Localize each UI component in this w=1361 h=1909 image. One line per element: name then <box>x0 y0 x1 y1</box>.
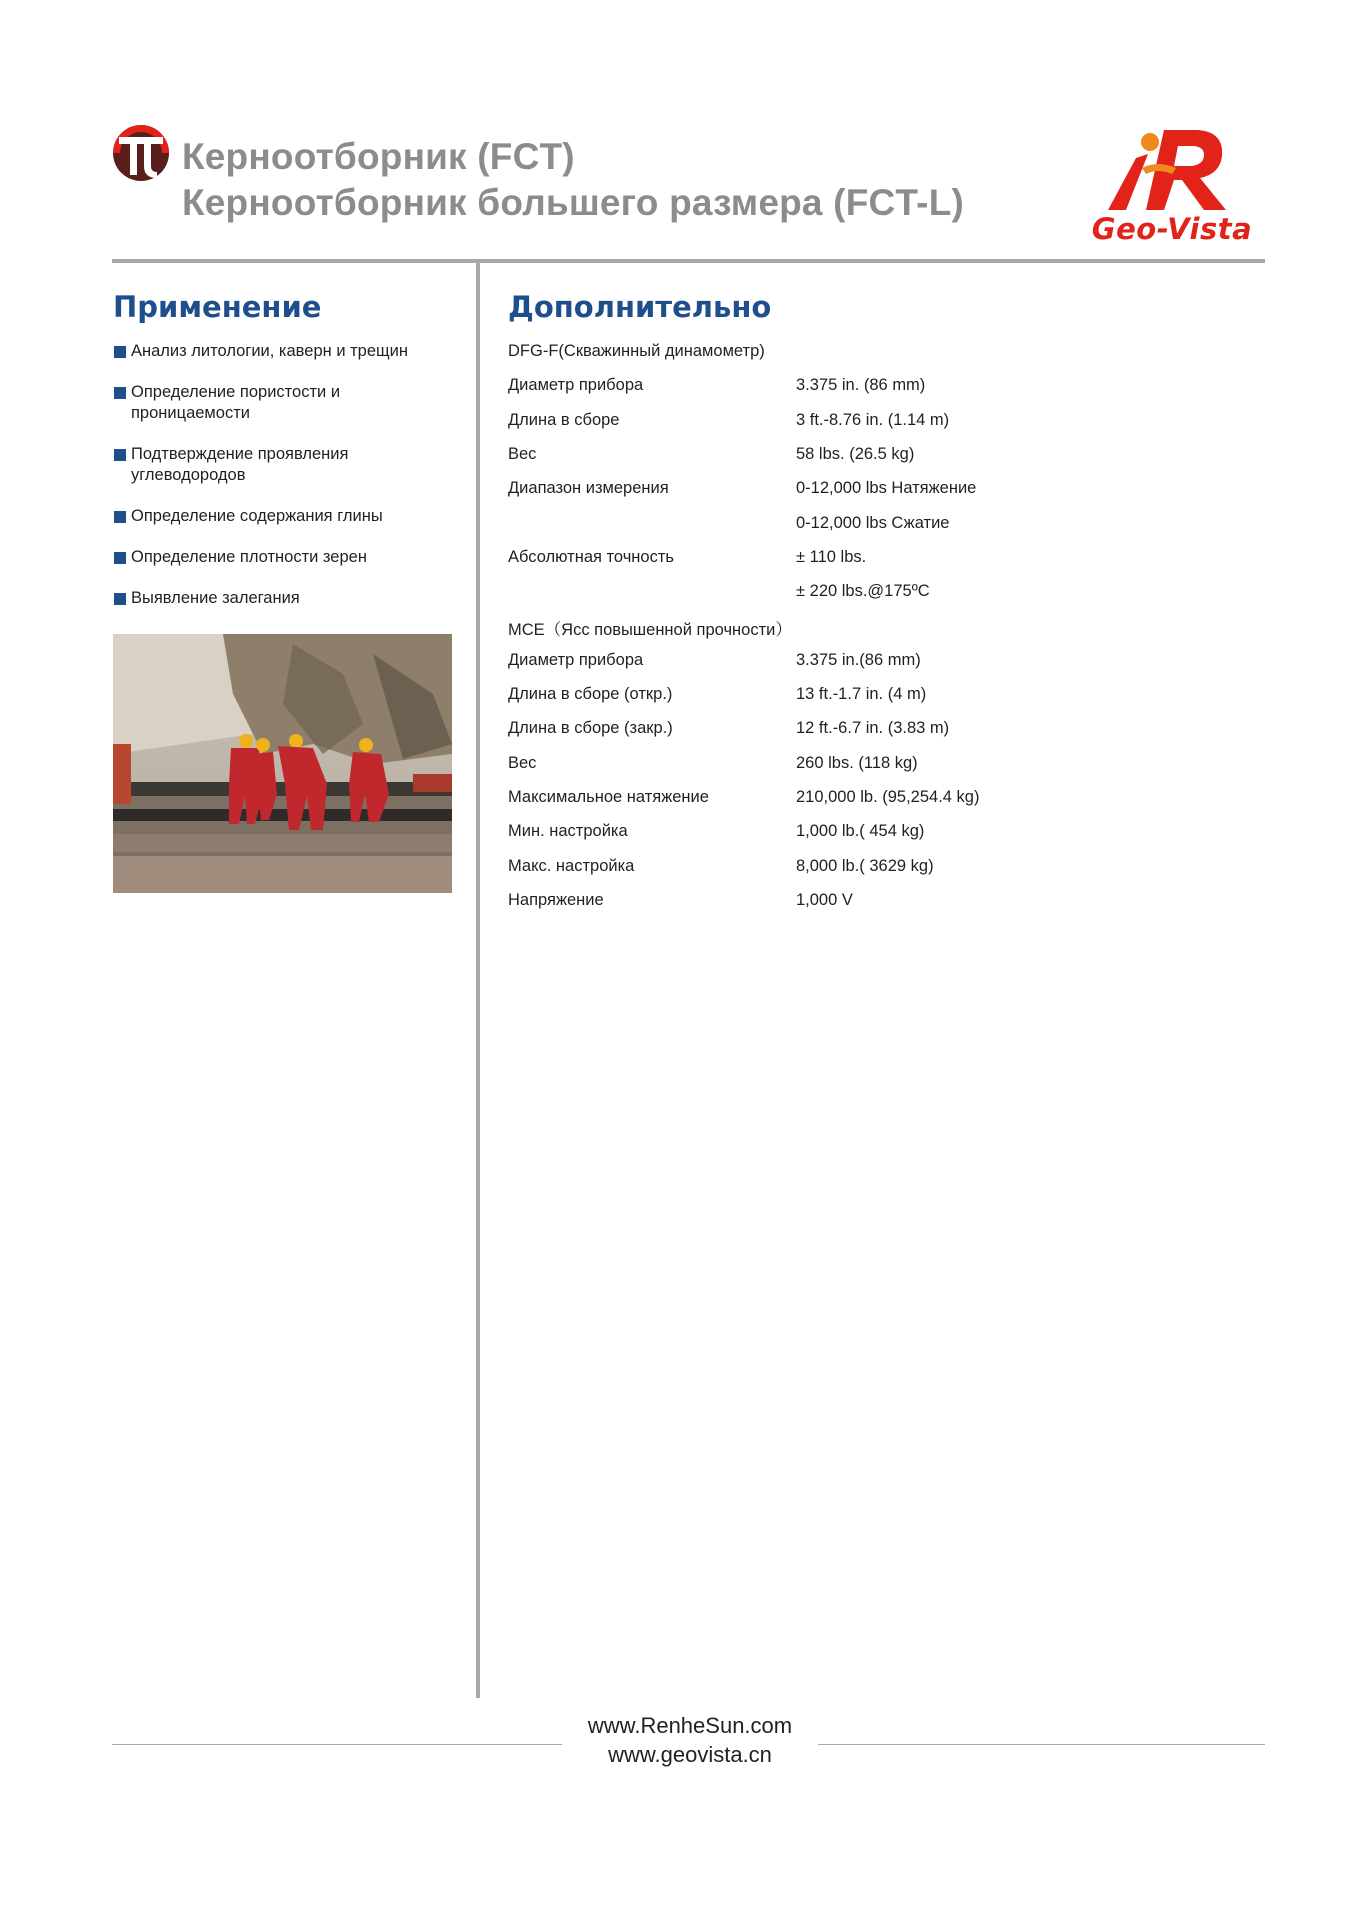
spec-value: ± 110 lbs. <box>796 548 867 566</box>
spec-value: 58 lbs. (26.5 kg) <box>796 445 915 463</box>
document-title-line-1: Керноотборник (FCT) <box>182 136 575 177</box>
spec-label: Абсолютная точность <box>508 548 674 566</box>
spec-label: Диаметр прибора <box>508 651 644 669</box>
spec-value: 260 lbs. (118 kg) <box>796 754 918 772</box>
footer-link-geovista[interactable]: www.geovista.cn <box>608 1742 772 1767</box>
spec-value: 3.375 in.(86 mm) <box>796 651 921 669</box>
spec-label: Диаметр прибора <box>508 376 644 394</box>
list-item-text: Определение содержания глины <box>131 507 383 525</box>
spec-label: Длина в сборе (закр.) <box>508 719 673 737</box>
spec-label: Напряжение <box>508 891 604 909</box>
spec-value: ± 220 lbs.@175ºC <box>796 582 930 600</box>
spec-label: Вес <box>508 445 537 463</box>
applications-list <box>113 341 458 629</box>
spec-value: 0-12,000 lbs Сжатие <box>796 514 950 532</box>
company-emblem-icon <box>112 124 170 182</box>
spec-label: DFG-F(Скважинный динамометр) <box>508 342 765 360</box>
spec-value: 1,000 V <box>796 891 853 909</box>
list-item-text: Анализ литологии, каверн и трещин <box>131 342 408 360</box>
header-divider <box>112 259 1265 263</box>
spec-value: 8,000 lb.( 3629 kg) <box>796 857 934 875</box>
list-item-text: Определение пористости и проницаемости <box>131 383 341 422</box>
spec-value: 3.375 in. (86 mm) <box>796 376 926 394</box>
brand-wordmark: Geo-Vista <box>1091 212 1253 246</box>
spec-value: 0-12,000 lbs Натяжение <box>796 479 977 497</box>
square-bullet-icon <box>114 449 126 461</box>
field-workers-photo <box>113 634 452 893</box>
spec-label: Длина в сборе (откр.) <box>508 685 673 703</box>
footer-divider-left <box>112 1744 562 1745</box>
document-title-line-2: Керноотборник большего размера (FCT-L) <box>182 182 965 223</box>
spec-label: MCE（Ясс повышенной прочности） <box>508 621 792 639</box>
spec-label: Диапазон измерения <box>508 479 669 497</box>
square-bullet-icon <box>114 593 126 605</box>
square-bullet-icon <box>114 346 126 358</box>
list-item <box>113 588 458 609</box>
list-item <box>113 506 458 527</box>
spec-label: Макс. настройка <box>508 857 635 875</box>
spec-value: 3 ft.-8.76 in. (1.14 m) <box>796 411 950 429</box>
square-bullet-icon <box>114 511 126 523</box>
applications-heading: Применение <box>113 290 322 324</box>
list-item-text: Подтверждение проявления углеводородов <box>131 445 349 484</box>
spec-label: Вес <box>508 754 537 772</box>
square-bullet-icon <box>114 387 126 399</box>
list-item <box>113 382 458 424</box>
spec-label: Мин. настройка <box>508 822 628 840</box>
spec-value: 13 ft.-1.7 in. (4 m) <box>796 685 927 703</box>
spec-label: Максимальное натяжение <box>508 788 709 806</box>
list-item <box>113 341 458 362</box>
list-item <box>113 547 458 568</box>
spec-value: 210,000 lb. (95,254.4 kg) <box>796 788 980 806</box>
footer-divider-right <box>818 1744 1265 1745</box>
list-item <box>113 444 458 486</box>
spec-value: 12 ft.-6.7 in. (3.83 m) <box>796 719 950 737</box>
list-item-text: Определение плотности зерен <box>131 548 367 566</box>
spec-label: Длина в сборе <box>508 411 620 429</box>
square-bullet-icon <box>114 552 126 564</box>
spec-value: 1,000 lb.( 454 kg) <box>796 822 925 840</box>
list-item-text: Выявление залегания <box>131 589 300 607</box>
column-divider <box>476 261 480 1698</box>
footer-link-renhesun[interactable]: www.RenheSun.com <box>587 1713 793 1738</box>
additional-heading: Дополнительно <box>508 290 772 324</box>
